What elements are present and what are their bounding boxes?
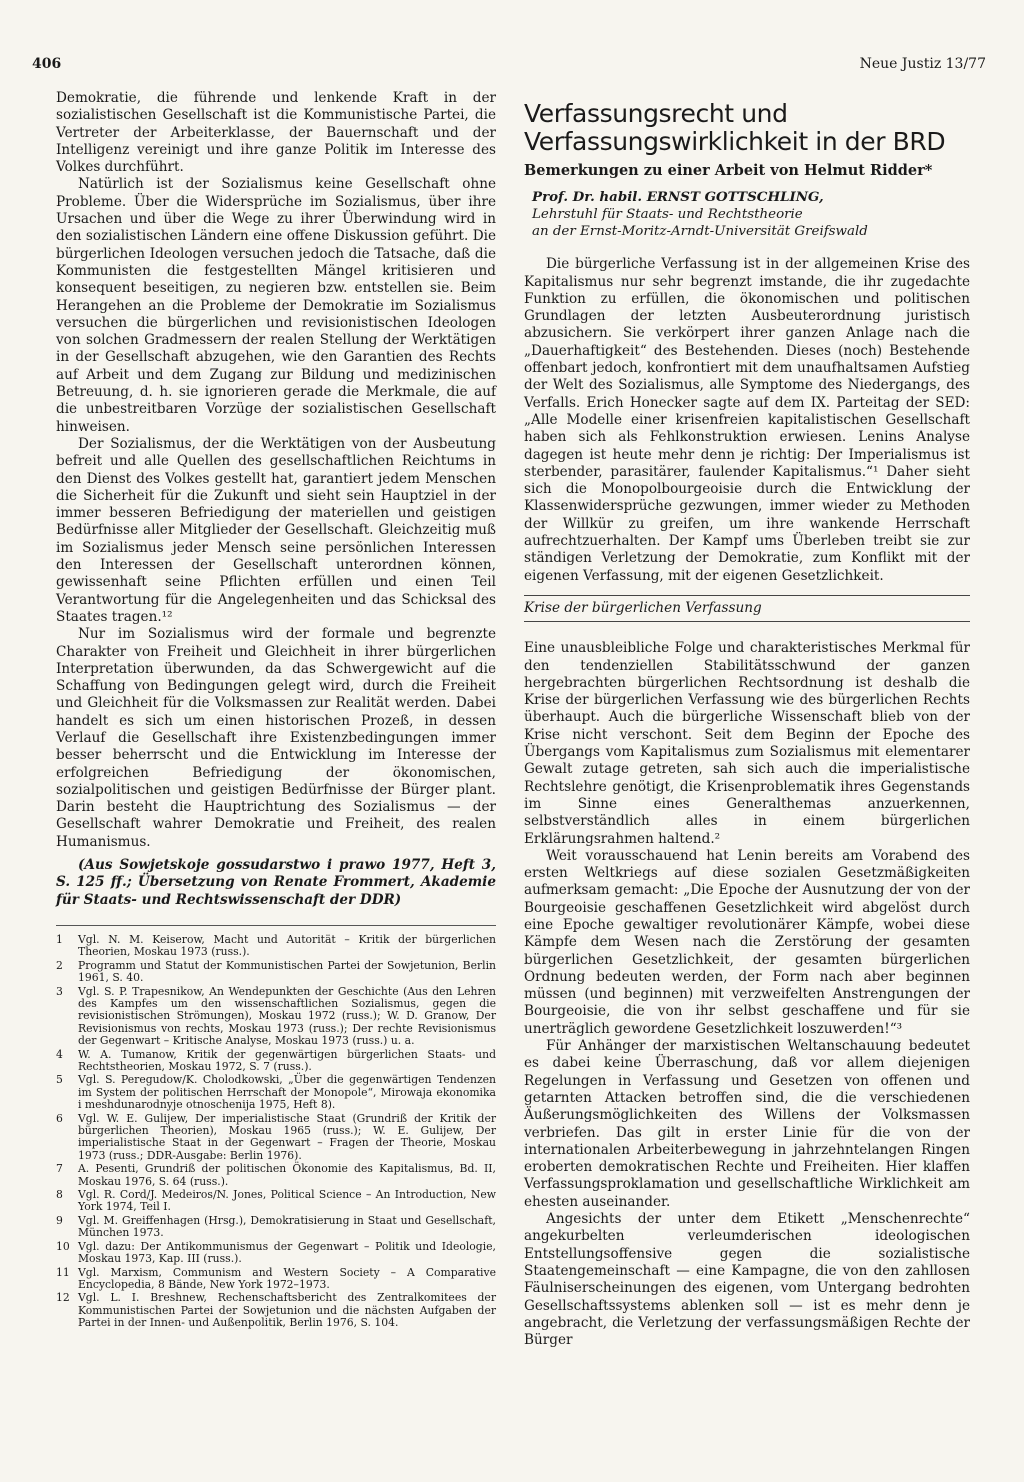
left-paragraph-2: Natürlich ist der Sozialismus keine Gesellschaft ohne Probleme. Über die Widersprüche im Sozialismus, über ihre Ursachen und über die Wege zu ihrer Überwindung wird in den sozialistischen Ländern eine offene Diskussion geführt. Die bürgerlichen Ideologen versuchen jedoch die Tatsache, daß die Kommunisten die festgestellten Mängel kritisieren und konsequent beseitigen, zu negieren bzw. entstellen sie. Beim Herangehen an die Probleme der Demokratie im Sozialismus versuchen die bürgerlichen und revisionistischen Ideologen von solchen Gradmessern der realen Stellung der Werktätigen in der Gesellschaft abzugehen, wie den Garantien des Rechts auf Arbeit und dem Zugang zur Bildung und medizinischen Betreuung, d. h. sie ignorieren gerade die Merkmale, die auf die unbestreitbaren Vorzüge der sozialistischen Gesellschaft hinweisen. [56, 176, 496, 435]
right-column [524, 100, 970, 1349]
footnote-number: 6 [56, 1111, 63, 1125]
footnote-text: Vgl. S. Peregudow/K. Cholodkowski, „Über die gegenwärtigen Tendenzen im System der politischen Herrschaft der Monopole“, Mirowaja ekonomika i meshdunarodnyje otnoschenija 1975, Heft 8). [78, 1073, 496, 1112]
section-heading: Krise der bürgerlichen Verfassung [524, 599, 762, 616]
source-note: (Aus Sowjetskoje gossudarstwo i prawo 1977, Heft 3, S. 125 ff.; Übersetzung von Renate Frommert, Akademie für Staats- und Rechtswissenschaft der DDR) [56, 857, 496, 908]
footnote-number: 8 [56, 1188, 63, 1202]
footnote-text: W. A. Tumanow, Kritik der gegenwärtigen bürgerlichen Staats- und Rechtstheorien, Moskau 1972, S. 7 (russ.). [78, 1047, 496, 1074]
footnote [56, 1267, 496, 1292]
footnote-text: Vgl. L. I. Breshnew, Rechenschaftsbericht des Zentralkomitees der Kommunistischen Partei der Sowjetunion und die nächsten Aufgaben der Partei in der Innen- und Außenpolitik, Berlin 1976, S. 104. [78, 1291, 496, 1330]
footnote [56, 986, 496, 1048]
author-block [524, 189, 970, 240]
left-column [56, 90, 496, 1331]
footnote [56, 1215, 496, 1240]
footnote-number: 3 [56, 984, 63, 998]
article-paragraph-1: Eine unausbleibliche Folge und charakteristisches Merkmal für den tendenziellen Stabilitätsschwund der ganzen hergebrachten bürgerlichen Rechtsordnung ist deshalb die Krise der bürgerlichen Verfassung wie des bürgerlichen Rechts überhaupt. Auch die bürgerliche Wissenschaft blieb von der Krise nicht verschont. Seit dem Beginn der Epoche des Übergangs vom Kapitalismus zum Sozialismus mit elementarer Gewalt zutage getreten, sah sich auch die imperialistische Rechtslehre genötigt, die Krisenproblematik ihres Gegenstands im Sinne eines Generalthemas anzuerkennen, selbstverständlich alles in einem bürgerlichen Erklärungsrahmen haltend.² [524, 640, 970, 847]
footnote [56, 1189, 496, 1214]
article-title-line-1: Verfassungsrecht und [524, 99, 788, 128]
article-paragraph-3: Für Anhänger der marxistischen Weltanschauung bedeutet es dabei keine Überraschung, daß vor allem diejenigen Regelungen in Verfassung und Gesetzen von offenen und getarnten Attacken betroffen sind, die die verschiedenen Äußerungsmöglichkeiten des Willens der Volksmassen verbriefen. Das gilt in erster Linie für die von der internationalen Arbeiterbewegung in jahrzehntelangen Ringen eroberten demokratischen Rechte und Freiheiten. Hier klaffen Verfassungsproklamation und gesellschaftliche Wirklichkeit am ehesten auseinander. [524, 1038, 970, 1210]
left-paragraph-4: Nur im Sozialismus wird der formale und begrenzte Charakter von Freiheit und Gleichheit in ihrer bürgerlichen Interpretation überwunden, da das Schwergewicht auf die Schaffung von Bedingungen gelegt wird, durch die Freiheit und Gleichheit für die Volksmassen zur Realität werden. Dabei handelt es sich um einen historischen Prozeß, in dessen Verlauf die Gesellschaft ihre Existenzbedingungen immer besser beherrscht und die Entwicklung im Interesse der erfolgreichen Befriedigung der ökonomischen, sozialpolitischen und geistigen Bedürfnisse der Bürger plant. Darin besteht die Hauptrichtung des Sozialismus — der Gesellschaft wahrer Demokratie und Freiheit, des realen Humanismus. [56, 626, 496, 850]
article-paragraph-4: Angesichts der unter dem Etikett „Menschenrechte“ angekurbelten verleumderischen ideologischen Entstellungsoffensive gegen die sozialistische Staatengemeinschaft — eine Kampagne, die von den zahllosen Fäulniserscheinungen des eigenen, vom Untergang bedrohten Gesellschaftssystems ablenken soll — ist es mehr denn je angebracht, die Verletzung der verfassungsmäßigen Rechte der Bürger [524, 1211, 970, 1349]
footnote-text: Vgl. R. Cord/J. Medeiros/N. Jones, Political Science – An Introduction, New York 1974, Teil I. [78, 1188, 496, 1214]
footnote-text: Vgl. Marxism, Communism and Western Society – A Comparative Encyclopedia, 8 Bände, New York 1972–1973. [78, 1265, 496, 1291]
footnote [56, 960, 496, 985]
article-paragraph-2: Weit vorausschauend hat Lenin bereits am Vorabend des ersten Weltkriegs auf diese sozialen Gesetzmäßigkeiten aufmerksam gemacht: „Die Epoche der Ausnutzung der von der Bourgeoisie geschaffenen Gesetzlichkeit wird abgelöst durch eine Epoche gewaltiger revolutionärer Kämpfe, wobei diese Kämpfe dem Wesen nach die Zerstörung der gesamten bürgerlichen Gesetzlichkeit, der gesamten bürgerlichen Ordnung bedeuten werden, der Form nach aber beginnen müssen (und beginnen) mit verzweifelten Anstrengungen der Bourgeoisie, die von ihr selbst geschaffene und für sie unerträglich gewordene Gesetzlichkeit loszuwerden!“³ [524, 847, 970, 1037]
left-paragraph-3: Der Sozialismus, der die Werktätigen von der Ausbeutung befreit und alle Quellen des gesellschaftlichen Reichtums in den Dienst des Volkes gestellt hat, garantiert jedem Menschen die Sicherheit für die Zukunft und sieht sein Hauptziel in der immer besseren Befriedigung der materiellen und geistigen Bedürfnisse aller Mitglieder der Gesellschaft. Gleichzeitig muß im Sozialismus jeder Mensch seine persönlichen Interessen den Interessen der Gesellschaft unterordnen können, gewissenhaft seine Pflichten erfüllen und einen Teil Verantwortung für die Angelegenheiten und das Schicksal des Staates tragen.¹² [56, 435, 496, 625]
divider [524, 621, 970, 622]
footnote-text: A. Pesenti, Grundriß der politischen Ökonomie des Kapitalismus, Bd. II, Moskau 1976, S. 64 (russ.). [78, 1162, 496, 1188]
author-affiliation-2: an der Ernst-Moritz-Arndt-Universität Greifswald [532, 224, 868, 240]
footnote-number: 10 [56, 1239, 70, 1253]
footnote-text: Vgl. W. E. Gulijew, Der imperialistische Staat (Grundriß der Kritik der bürgerlichen Theorien), Moskau 1965 (russ.); W. E. Gulijew, Der imperialistische Staat in der Gegenwart – Fragen der Theorie, Moskau 1973 (russ.; DDR-Ausgabe: Berlin 1976). [78, 1111, 496, 1162]
left-paragraph-1: Demokratie, die führende und lenkende Kraft in der sozialistischen Gesellschaft ist die Kommunistische Partei, die Vertreter der Arbeiterklasse, der Bauernschaft und der Intelligenz vereinigt und ihre ganze Politik im Interesse des Volkes durchführt. [56, 90, 496, 176]
author-affiliation-1: Lehrstuhl für Staats- und Rechtstheorie [532, 207, 803, 223]
footnote-number: 1 [56, 932, 63, 946]
footnote-number: 5 [56, 1073, 63, 1087]
footnote-number: 11 [56, 1265, 70, 1279]
footnote [56, 934, 496, 959]
journal-issue: Neue Justiz 13/77 [859, 56, 986, 72]
footnote-number: 12 [56, 1291, 70, 1305]
footnote [56, 1163, 496, 1188]
page-number: 406 [32, 56, 62, 72]
footnote [56, 1074, 496, 1111]
footnote [56, 1049, 496, 1074]
footnote-text: Vgl. M. Greiffenhagen (Hrsg.), Demokratisierung in Staat und Gesellschaft, München 1973. [78, 1213, 496, 1240]
article-title-line-2: Verfassungswirklichkeit in der BRD [524, 127, 946, 156]
footnote-number: 7 [56, 1162, 63, 1176]
article-subtitle: Bemerkungen zu einer Arbeit von Helmut Ridder* [524, 162, 933, 179]
footnote-text: Programm und Statut der Kommunistischen Partei der Sowjetunion, Berlin 1961, S. 40. [78, 958, 496, 985]
footnote-text: Vgl. S. P. Trapesnikow, An Wendepunkten der Geschichte (Aus den Lehren des Kampfes um den wissenschaftlichen Sozialismus, gegen die revisionistischen Strömungen), Moskau 1972 (russ.); W. D. Granow, Der Revisionismus von rechts, Moskau 1973 (russ.); Der rechte Revisionismus der Gegenwart – Kritische Analyse, Moskau 1973 (russ.) u. a. [78, 984, 496, 1048]
divider [524, 595, 970, 596]
article-intro: Die bürgerliche Verfassung ist in der allgemeinen Krise des Kapitalismus nur sehr begrenzt imstande, die ihr zugedachte Funktion zu erfüllen, die ökonomischen und politischen Grundlagen der letzten Ausbeuterordnung juristisch abzusichern. Sie verkörpert ihrer ganzen Anlage nach die „Dauerhaftigkeit“ des Bestehenden. Dieses (noch) Bestehende offenbart jedoch, konfrontiert mit dem unaufhaltsamen Aufstieg der Welt des Sozialismus, alle Symptome des Niedergangs, des Verfalls. Erich Honecker sagte auf dem IX. Parteitag der SED: „Alle Modelle einer krisenfreien kapitalistischen Gesellschaft haben sich als Fehlkonstruktion erwiesen. Lenins Analyse dagegen ist heute mehr denn je richtig: Der Imperialismus ist sterbender, parasitärer, faulender Kapitalismus.“¹ Daher sieht sich die Monopolbourgeoisie durch die Entwicklung der Klassenwidersprüche gezwungen, immer wieder zu Methoden der Willkür zu greifen, um ihre wankende Herrschaft aufrechtzuerhalten. Der Kampf ums Überleben treibt sie zur ständigen Verletzung der Demokratie, zum Konflikt mit der eigenen Verfassung, mit der eigenen Gesetzlichkeit. [524, 256, 970, 584]
footnote-text: Vgl. N. M. Keiserow, Macht und Autorität – Kritik der bürgerlichen Theorien, Moskau 1973 (russ.). [78, 932, 496, 959]
footnote [56, 1113, 496, 1163]
article-title [524, 100, 970, 156]
footnote-text: Vgl. dazu: Der Antikommunismus der Gegenwart – Politik und Ideologie, Moskau 1973, Kap. III (russ.). [78, 1239, 496, 1266]
footnotes [56, 925, 496, 1330]
footnote [56, 1241, 496, 1266]
footnote [56, 1292, 496, 1329]
footnote-number: 9 [56, 1213, 63, 1227]
footnote-number: 4 [56, 1047, 63, 1061]
author-name: Prof. Dr. habil. ERNST GOTTSCHLING, [532, 189, 824, 206]
footnote-number: 2 [56, 958, 63, 972]
